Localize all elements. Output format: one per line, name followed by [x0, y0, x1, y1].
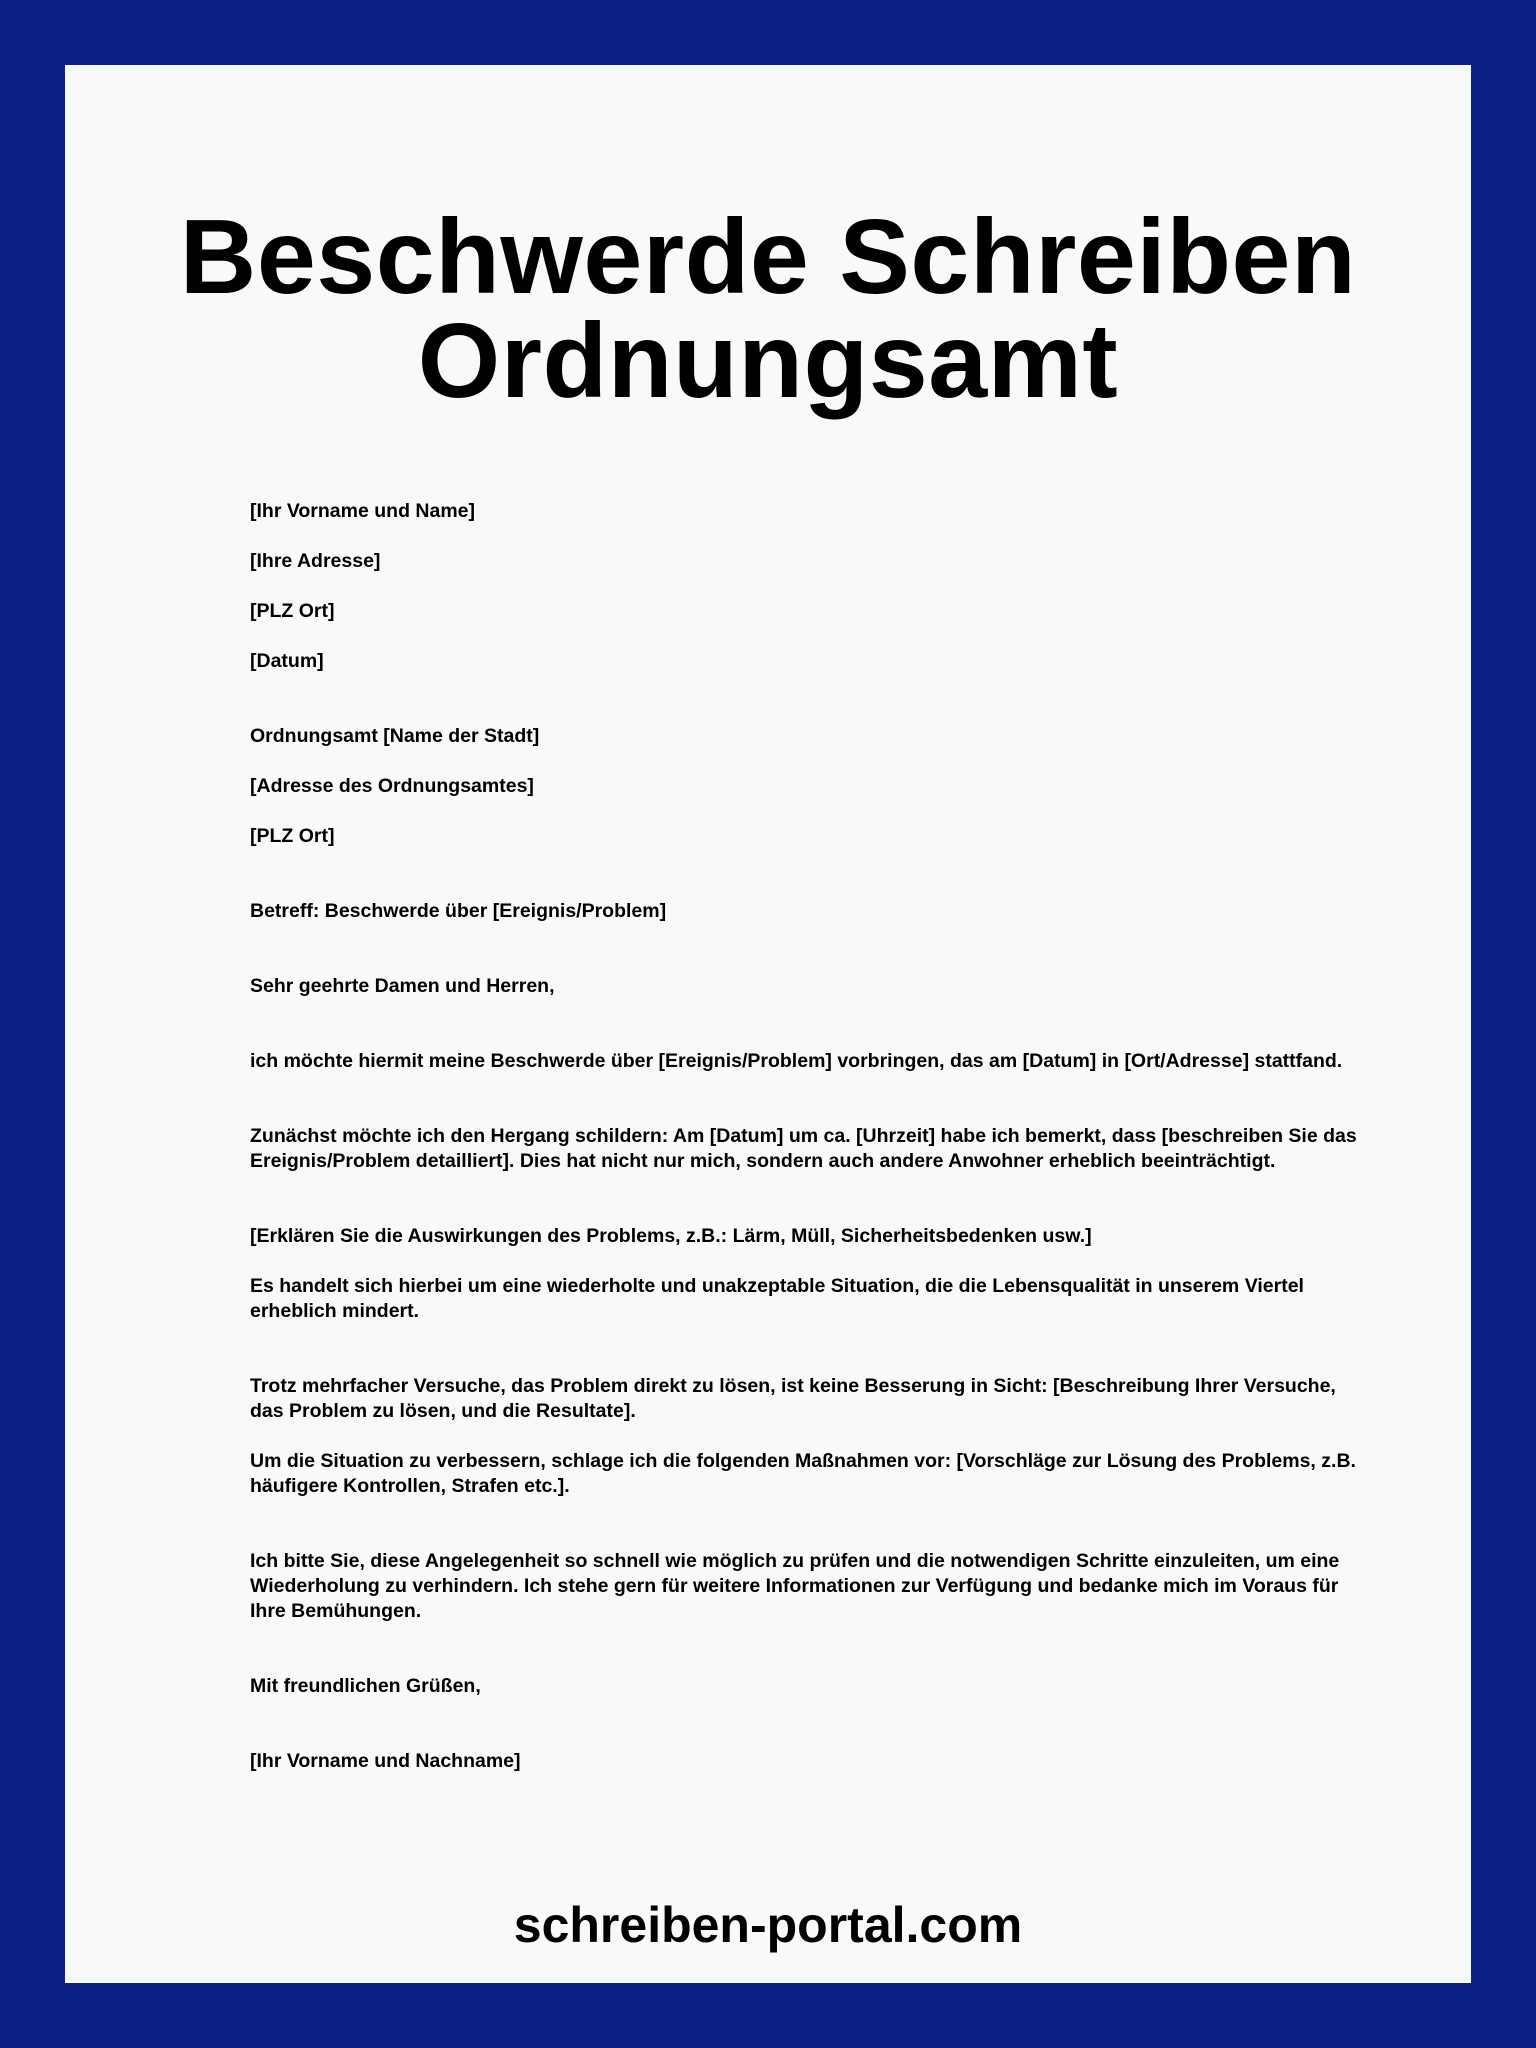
sender-name: [Ihr Vorname und Name] — [250, 500, 476, 522]
paragraph-proposals: Um die Situation zu verbessern, schlage ich die folgenden Maßnahmen vor: [Vorschläge zur Lösung des Problems, z.B. häufigere Kontrollen, Strafen etc.]. — [250, 1450, 1356, 1497]
paragraph-incident: Zunächst möchte ich den Hergang schildern: Am [Datum] um ca. [Uhrzeit] habe ich bemerkt, dass [beschreiben Sie das Ereignis/Problem detailliert]. Dies hat nicht nur mich, sondern auch andere Anwohner erheblich beeinträchtigt. — [250, 1125, 1357, 1172]
paragraph-request: Ich bitte Sie, diese Angelegenheit so schnell wie möglich zu prüfen und die notwendigen Schritte einzuleiten, um eine Wiederholung zu verhindern. Ich stehe gern für weitere Informationen zur Verfügung und bedanke mich im Voraus für Ihre Bemühungen. — [250, 1550, 1340, 1622]
sender-city: [PLZ Ort] — [250, 600, 335, 622]
paragraph-intro: ich möchte hiermit meine Beschwerde über [Ereignis/Problem] vorbringen, das am [Datum] in [Ort/Adresse] stattfand. — [250, 1050, 1343, 1072]
title-line-1: Beschwerde Schreiben — [179, 198, 1357, 316]
recipient-address: [Adresse des Ordnungsamtes] — [250, 775, 534, 797]
document-sheet — [65, 65, 1471, 1983]
page-title — [65, 198, 1471, 420]
recipient-city: [PLZ Ort] — [250, 825, 335, 847]
paragraph-situation: Es handelt sich hierbei um eine wiederholte und unakzeptable Situation, die die Lebensqualität in unserem Viertel erheblich mindert. — [250, 1275, 1304, 1322]
subject-line: Betreff: Beschwerde über [Ereignis/Problem] — [250, 900, 667, 922]
signature: [Ihr Vorname und Nachname] — [250, 1750, 521, 1772]
sender-address: [Ihre Adresse] — [250, 550, 381, 572]
salutation: Sehr geehrte Damen und Herren, — [250, 975, 555, 997]
paragraph-impact: [Erklären Sie die Auswirkungen des Problems, z.B.: Lärm, Müll, Sicherheitsbedenken usw.] — [250, 1225, 1092, 1247]
closing: Mit freundlichen Grüßen, — [250, 1675, 481, 1697]
sender-date: [Datum] — [250, 650, 324, 672]
title-line-2: Ordnungsamt — [417, 302, 1119, 420]
recipient-name: Ordnungsamt [Name der Stadt] — [250, 725, 540, 747]
paragraph-attempts: Trotz mehrfacher Versuche, das Problem direkt zu lösen, ist keine Besserung in Sicht: [Beschreibung Ihrer Versuche, das Problem zu lösen, und die Resultate]. — [250, 1375, 1336, 1422]
footer-site-name: schreiben-portal.com — [513, 1897, 1023, 1953]
letter-body — [250, 499, 1370, 1774]
